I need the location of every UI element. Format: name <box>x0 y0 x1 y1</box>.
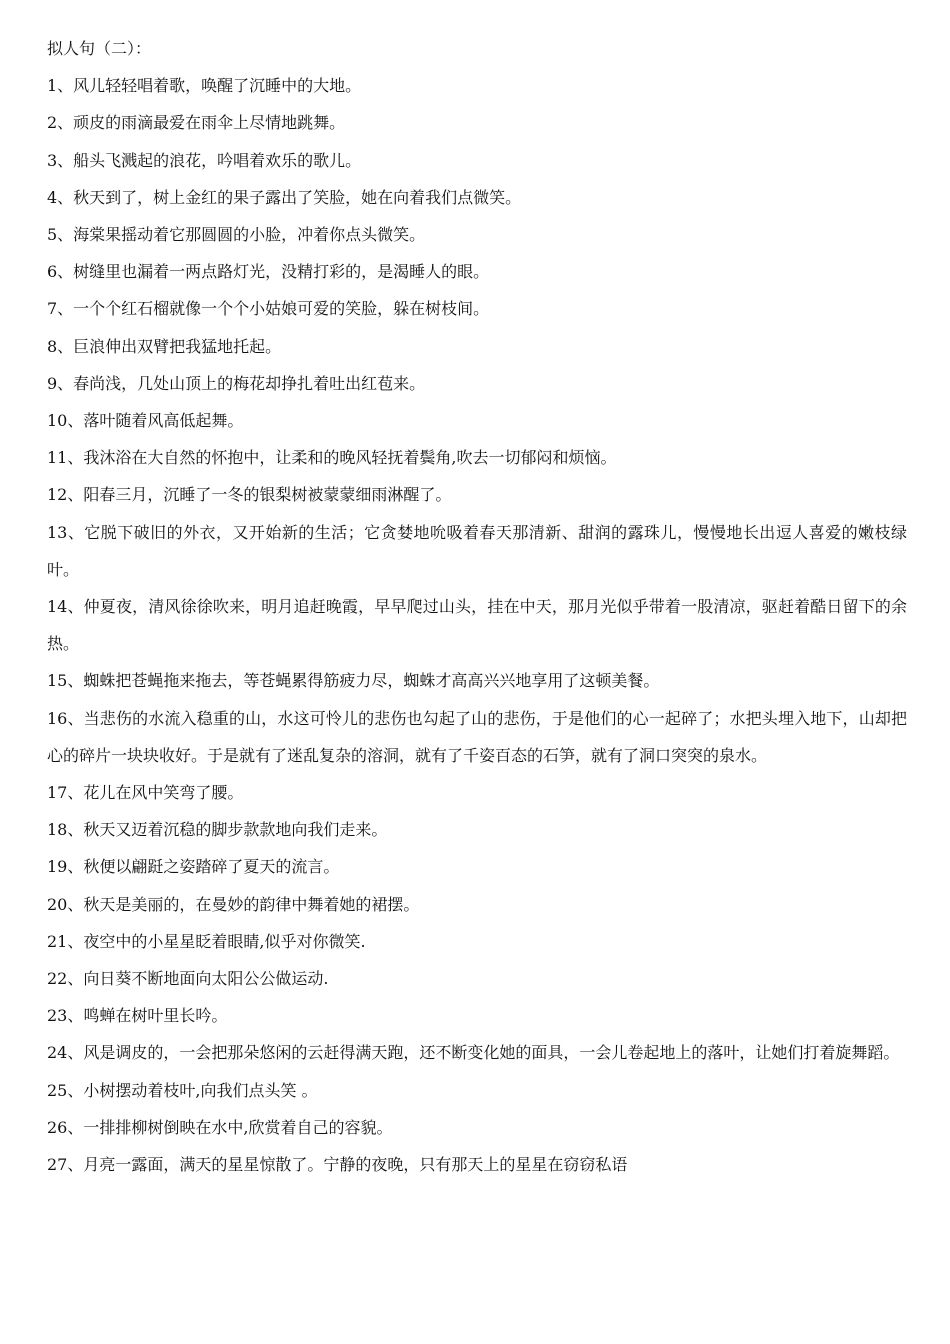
sentence-25: 25、小树摆动着枝叶,向我们点头笑 。 <box>47 1080 318 1100</box>
sentence-7: 7、一个个红石榴就像一个个小姑娘可爱的笑脸，躲在树枝间。 <box>47 299 490 319</box>
sentence-6: 6、树缝里也漏着一两点路灯光，没精打彩的，是渴睡人的眼。 <box>47 262 490 282</box>
sentence-19: 19、秋便以翩跹之姿踏碎了夏天的流言。 <box>47 857 340 877</box>
sentence-20: 20、秋天是美丽的，在曼妙的韵律中舞着她的裙摆。 <box>47 894 420 914</box>
sentence-27: 27、月亮一露面，满天的星星惊散了。宁静的夜晚，只有那天上的星星在窃窃私语 <box>47 1155 628 1175</box>
sentence-3: 3、船头飞溅起的浪花，吟唱着欢乐的歌儿。 <box>47 150 362 170</box>
sentence-16: 16、当悲伤的水流入稳重的山，水这可怜儿的悲伤也勾起了山的悲伤，于是他们的心一起碎了；水把头埋入地下，山却把心的碎片一块块收好。于是就有了迷乱复杂的溶洞，就有了千姿百态的石笋，就有了洞口突突的泉水。 <box>47 708 907 765</box>
sentence-12: 12、阳春三月，沉睡了一冬的银梨树被蒙蒙细雨淋醒了。 <box>47 485 452 505</box>
sentence-9: 9、春尚浅，几处山顶上的梅花却挣扎着吐出红苞来。 <box>47 373 426 393</box>
sentence-8: 8、巨浪伸出双臂把我猛地托起。 <box>47 336 282 356</box>
sentence-4: 4、秋天到了，树上金红的果子露出了笑脸，她在向着我们点微笑。 <box>47 187 522 207</box>
sentence-24: 24、风是调皮的，一会把那朵悠闲的云赶得满天跑，还不断变化她的面具，一会儿卷起地上的落叶，让她们打着旋舞蹈。 <box>47 1043 900 1063</box>
sentence-14: 14、仲夏夜，清风徐徐吹来，明月追赶晚霞，早早爬过山头，挂在中天，那月光似乎带着一股清凉，驱赶着酷日留下的余热。 <box>47 597 907 654</box>
sentence-13: 13、它脱下破旧的外衣，又开始新的生活；它贪婪地吮吸着春天那清新、甜润的露珠儿，慢慢地长出逗人喜爱的嫩枝绿叶。 <box>47 522 907 579</box>
sentence-5: 5、海棠果摇动着它那圆圆的小脸，冲着你点头微笑。 <box>47 225 426 245</box>
sentence-11: 11、我沐浴在大自然的怀抱中，让柔和的晚风轻抚着鬓角,吹去一切郁闷和烦恼。 <box>47 448 617 468</box>
sentence-15: 15、蜘蛛把苍蝇拖来拖去，等苍蝇累得筋疲力尽，蜘蛛才高高兴兴地享用了这顿美餐。 <box>47 671 660 691</box>
sentence-26: 26、一排排柳树倒映在水中,欣赏着自己的容貌。 <box>47 1117 393 1137</box>
sentence-10: 10、落叶随着风高低起舞。 <box>47 411 244 431</box>
sentence-18: 18、秋天又迈着沉稳的脚步款款地向我们走来。 <box>47 820 388 840</box>
sentence-21: 21、夜空中的小星星眨着眼睛,似乎对你微笑. <box>47 931 366 951</box>
document-title: 拟人句（二）： <box>47 39 152 58</box>
sentence-2: 2、顽皮的雨滴最爱在雨伞上尽情地跳舞。 <box>47 113 346 133</box>
sentence-23: 23、鸣蝉在树叶里长吟。 <box>47 1006 228 1026</box>
sentence-17: 17、花儿在风中笑弯了腰。 <box>47 783 244 803</box>
document-page <box>47 30 907 1183</box>
sentence-1: 1、风儿轻轻唱着歌，唤醒了沉睡中的大地。 <box>47 76 362 96</box>
sentence-22: 22、向日葵不断地面向太阳公公做运动. <box>47 969 329 989</box>
